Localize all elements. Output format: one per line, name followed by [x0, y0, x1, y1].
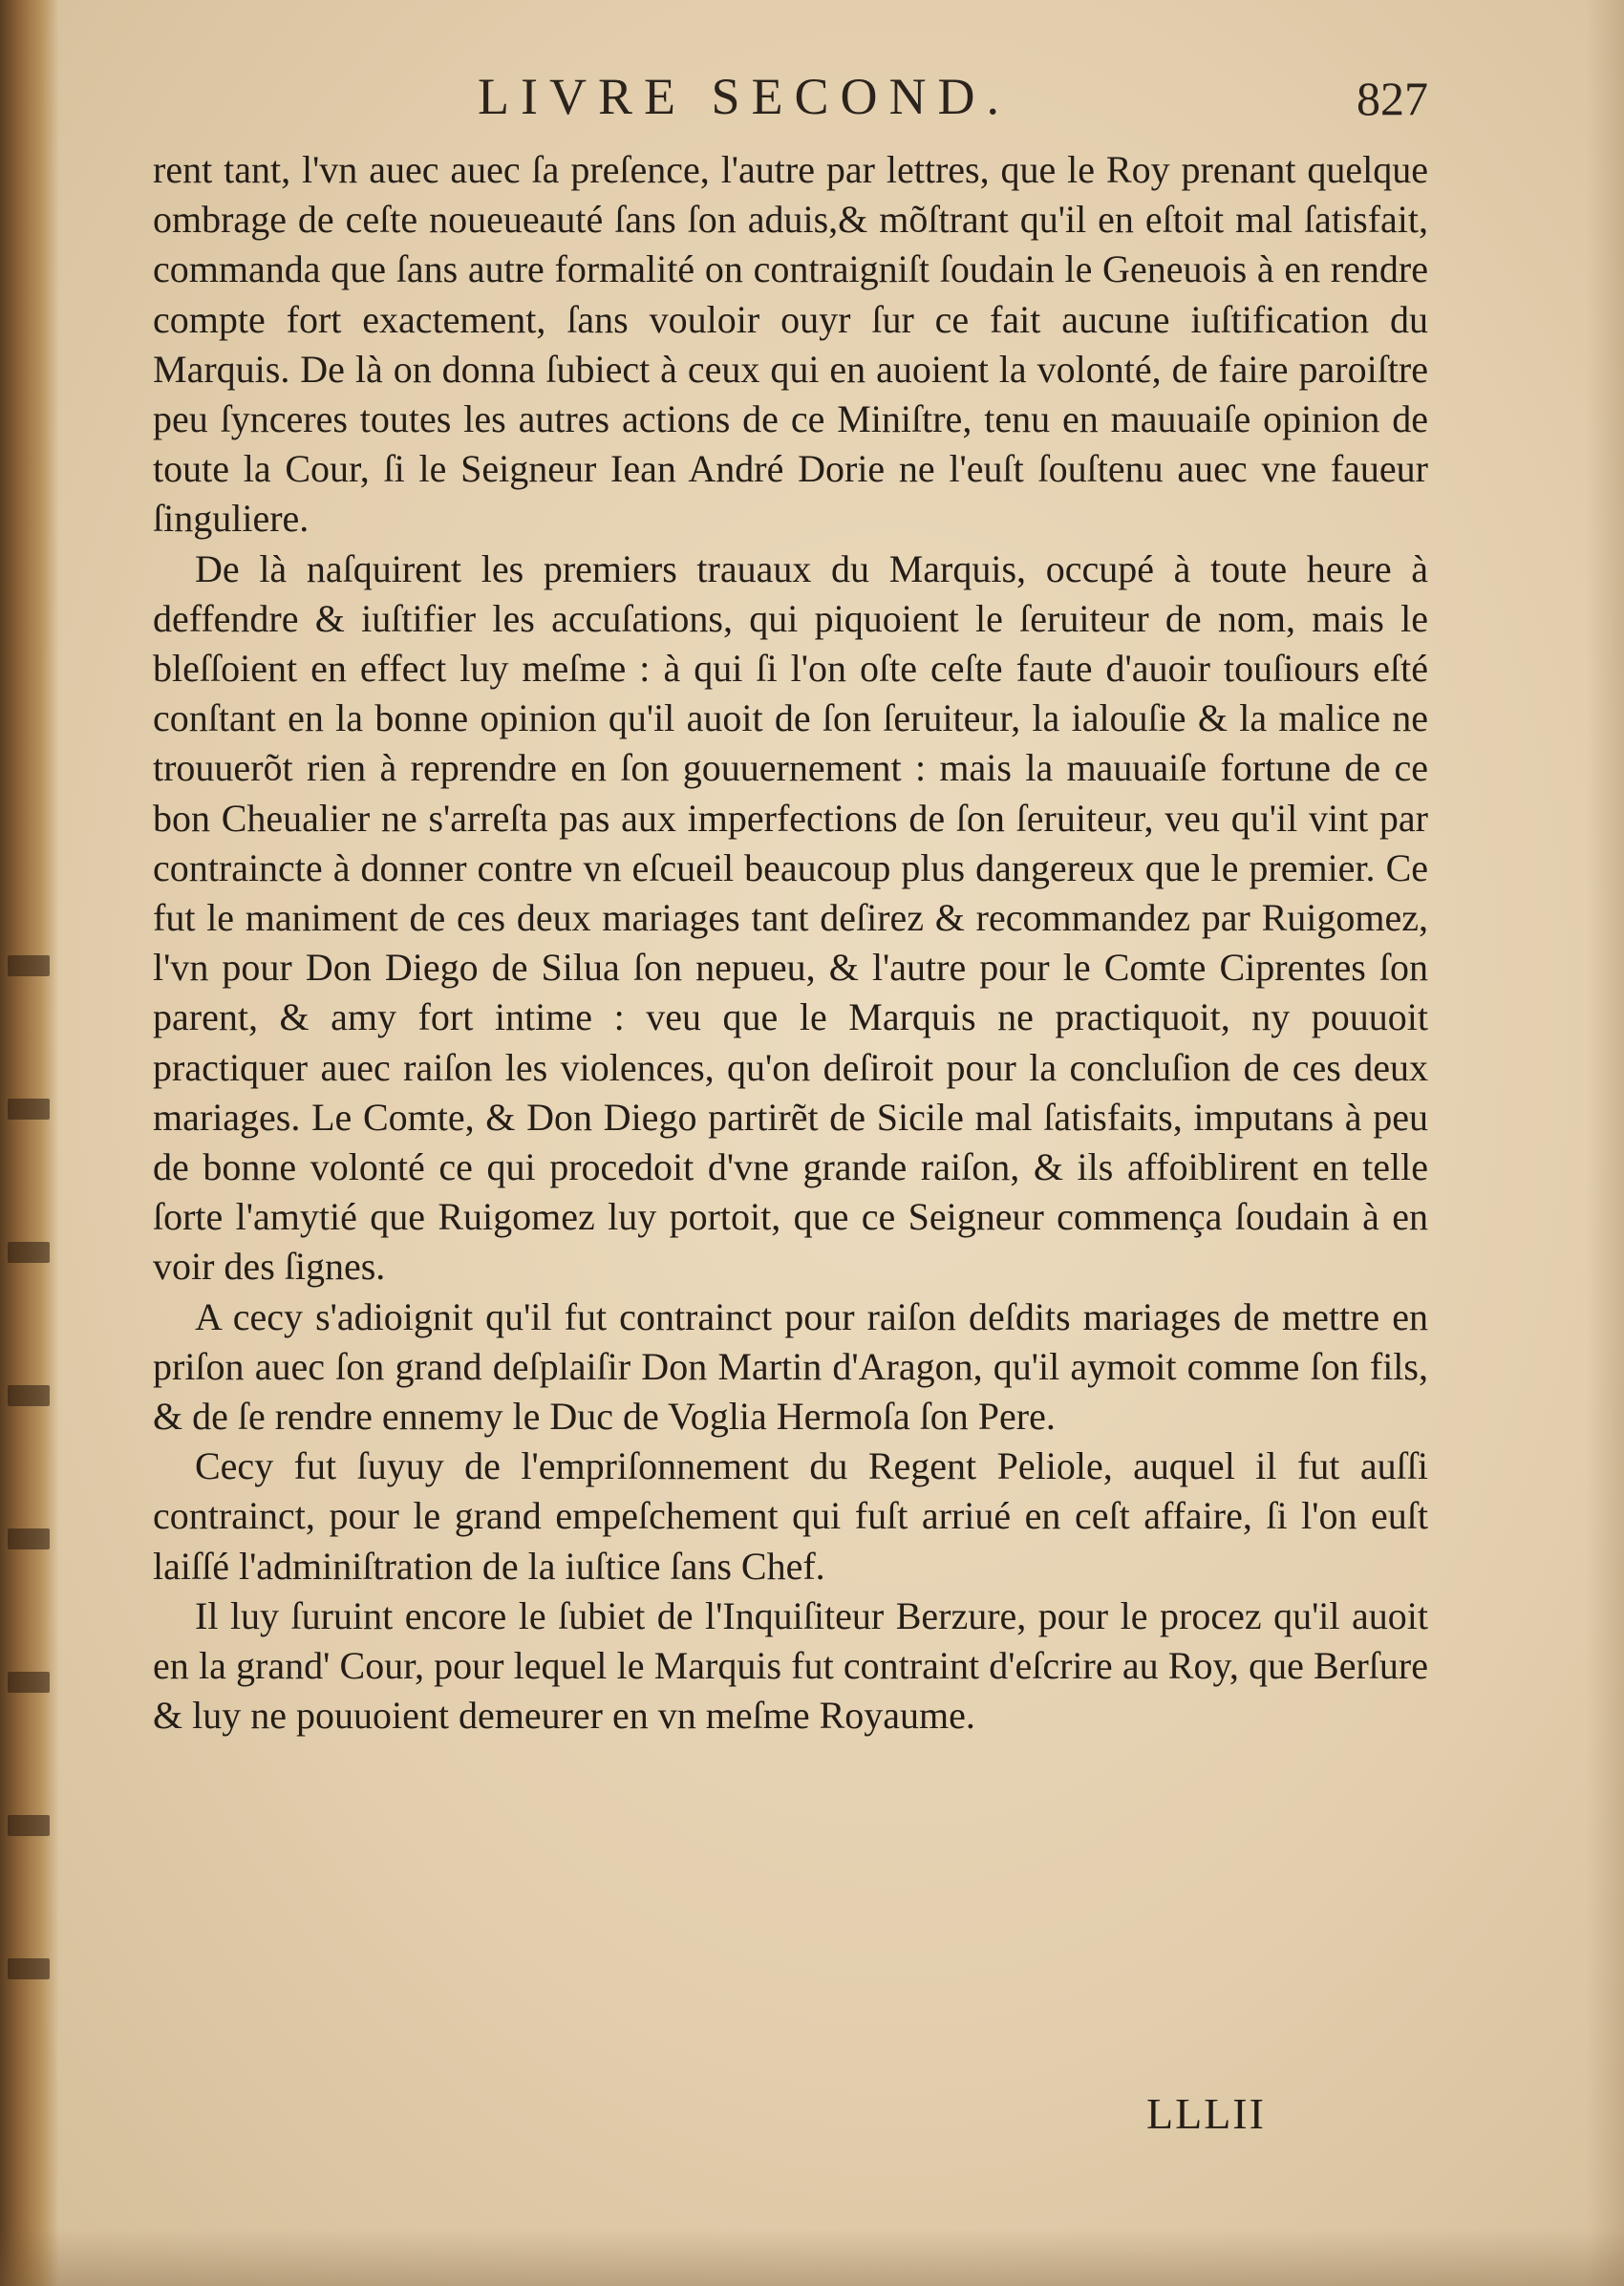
- running-title: LIVRE SECOND.: [478, 68, 1011, 125]
- page-edge-shade: [1586, 0, 1624, 2286]
- paragraph-travaux: De là naſquirent les premiers trauaux du Marquis, occupé à toute heure à deffendre & iuſtifier les accuſations, qui piquoient le ſeruiteur de nom, mais le bleſſoient en effect luy meſme : à qui ſi l'on oſte ceſte faute d'auoir touſiours eſté conſtant en la bonne opinion qu'il auoit de ſon ſeruiteur, la ialouſie & la malice ne trouuerõt rien à reprendre en ſon gouuernement : mais la mauuaiſe fortune de ce bon Cheualier ne s'arreſta pas aux imperfections de ſon ſeruiteur, veu qu'il vint par contraincte à donner contre vn eſcueil beaucoup plus dangereux que le premier. Ce fut le maniment de ces deux mariages tant deſirez & recommandez par Ruigomez, l'vn pour Don Diego de Silua ſon nepueu, & l'autre pour le Comte Ciprentes ſon parent, & amy fort intime : veu que le Marquis ne practiquoit, ny pouuoit practiquer auec raiſon les violences, qu'on deſiroit pour la concluſion de ces deux mariages. Le Comte, & Don Diego partirẽt de Sicile mal ſatisfaits, imputans à peu de bonne volonté ce qui procedoit d'vne grande raiſon, & ils affoiblirent en telle ſorte l'amytié que Ruigomez luy portoit, que ce Seigneur commença ſoudain à en voir des ſignes.: [153, 546, 1428, 1289]
- margin-ink-mark: [8, 1528, 50, 1549]
- page-header: [153, 67, 1428, 134]
- page-bottom-shade: [0, 2229, 1624, 2286]
- body-text: [153, 145, 1428, 1741]
- paragraph-continuation: rent tant, l'vn auec auec ſa preſence, l'autre par lettres, que le Roy prenant quelque ombrage de ceſte noueueauté ſans ſon aduis,& mõſtrant qu'il en eſtoit mal ſatisfait, commanda que ſans autre formalité on contraigniſt ſoudain le Geneuois à en rendre compte fort exactement, ſans vouloir ouyr ſur ce fait aucune iuſtification du Marquis. De là on donna ſubiect à ceux qui en auoient la volonté, de faire paroiſtre peu ſynceres toutes les autres actions de ce Miniſtre, tenu en mauuaiſe opinion de toute la Cour, ſi le Seigneur Iean André Dorie ne l'euſt ſouſtenu auec vne faueur ſinguliere.: [153, 148, 1428, 541]
- paragraph-aragon: A cecy s'adioignit qu'il fut contrainct pour raiſon deſdits mariages de mettre en priſon auec ſon grand deſplaiſir Don Martin d'Aragon, qu'il aymoit comme ſon fils, & de ſe rendre ennemy le Duc de Voglia Hermoſa ſon Pere.: [153, 1294, 1428, 1439]
- binding-gutter: [0, 0, 59, 2286]
- margin-ink-mark: [8, 1815, 50, 1836]
- paragraph-berzure: Il luy ſuruint encore le ſubiet de l'Inquiſiteur Berzure, pour le procez qu'il auoit en la grand' Cour, pour lequel le Marquis fut contraint d'eſcrire au Roy, que Berſure & luy ne pouuoient demeurer en vn meſme Royaume.: [153, 1593, 1428, 1738]
- margin-ink-mark: [8, 955, 50, 976]
- page-number: 827: [1357, 72, 1428, 125]
- signature-mark: LLLII: [1146, 2089, 1266, 2138]
- margin-ink-mark: [8, 1242, 50, 1263]
- paragraph-peliole: Cecy fut ſuyuy de l'empriſonnement du Regent Peliole, auquel il fut auſſi contrainct, pour le grand empeſchement qui fuſt arriué en ceſt affaire, ſi l'on euſt laiſſé l'adminiſtration de la iuſtice ſans Chef.: [153, 1444, 1428, 1588]
- margin-ink-mark: [8, 1958, 50, 1979]
- margin-ink-mark: [8, 1385, 50, 1406]
- margin-ink-mark: [8, 1099, 50, 1120]
- margin-ink-mark: [8, 1672, 50, 1693]
